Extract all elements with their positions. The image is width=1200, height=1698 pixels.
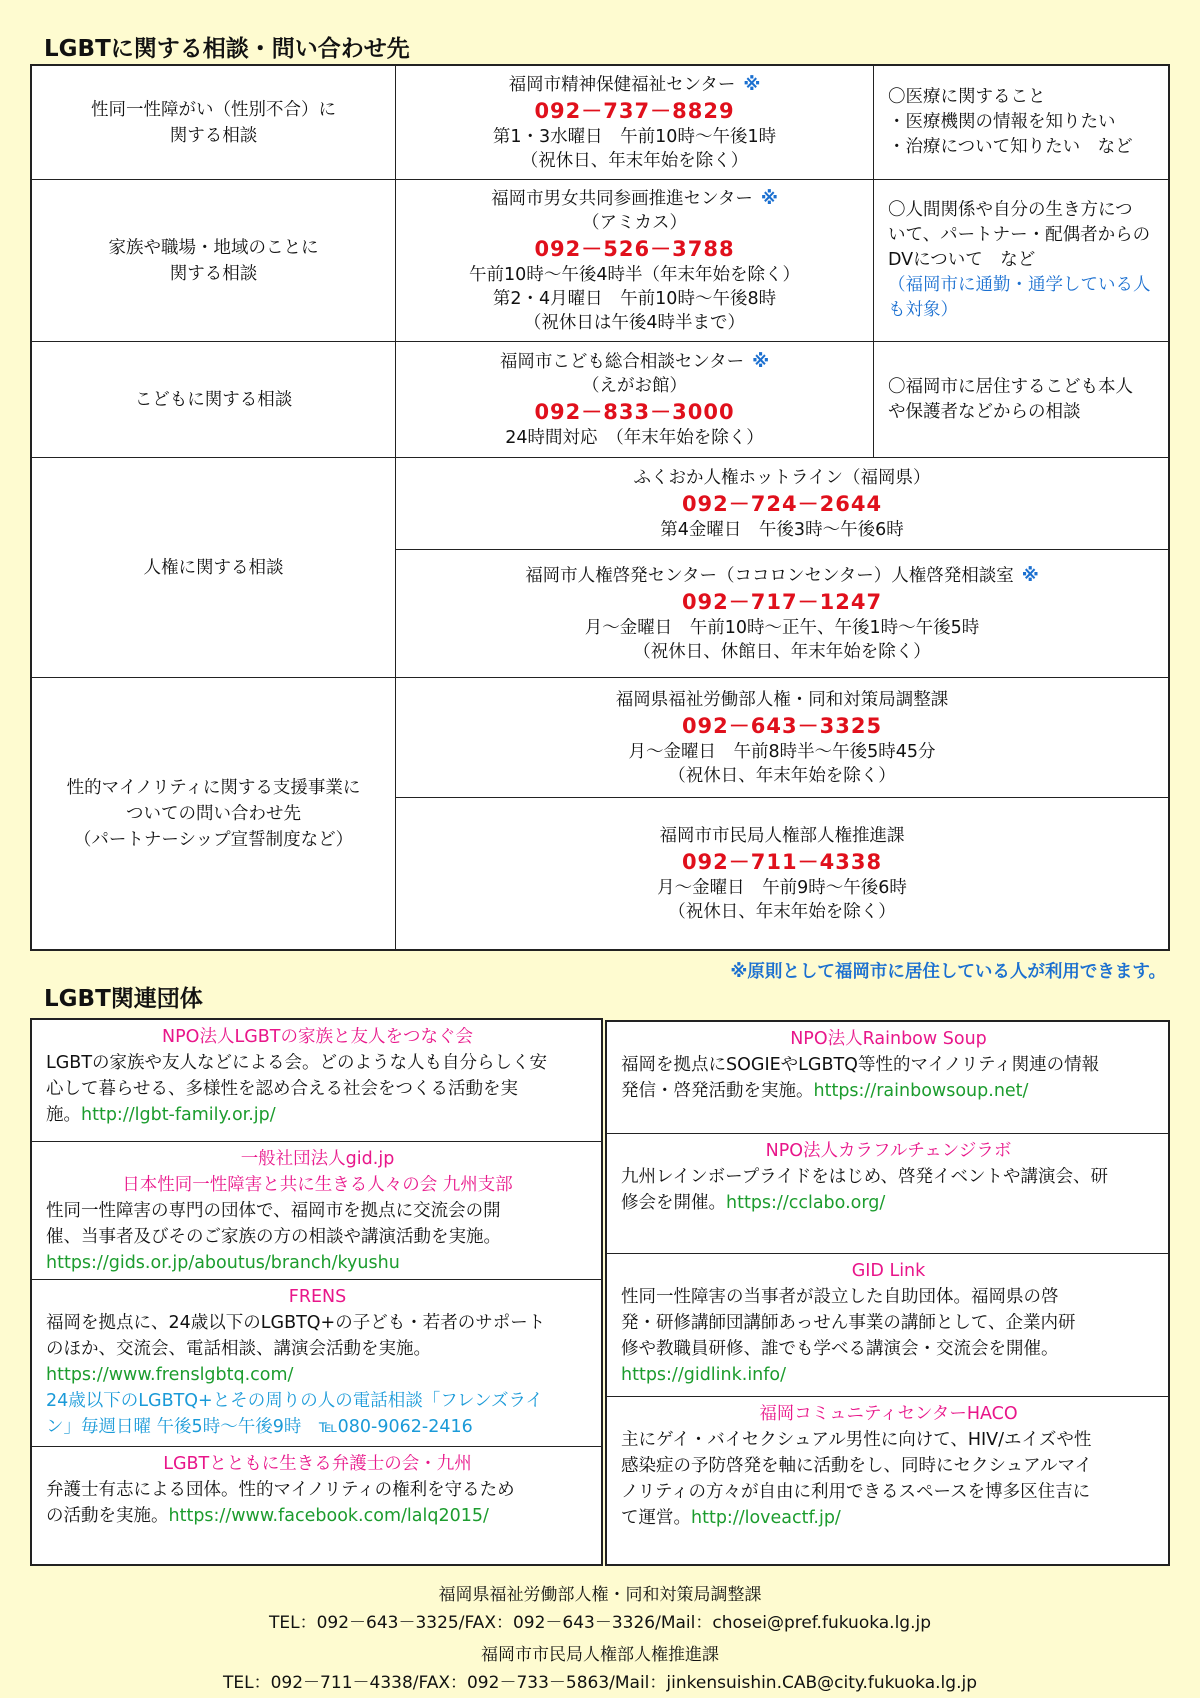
phone-number[interactable]: 092－526－3788 (534, 236, 735, 261)
phone-number[interactable]: 092－833－3000 (534, 399, 735, 424)
table-row (32, 458, 1168, 678)
org-description: 発信・啓発活動を実施。 (621, 1081, 814, 1101)
center-name: ふくおか人権ホットライン（福岡県） (633, 467, 931, 488)
org-card (607, 1134, 1168, 1254)
org-name: NPO法人カラフルチェンジラボ (765, 1141, 1012, 1161)
center-subname: （アミカス） (582, 212, 687, 233)
org-column-right (605, 1020, 1170, 1566)
category-cell (32, 678, 396, 949)
consult-table (30, 64, 1170, 951)
category-cell (32, 458, 396, 677)
phone-number[interactable]: 092－724－2644 (681, 491, 883, 516)
description-text: ・医療機関の情報を知りたい (888, 112, 1116, 132)
table-row (32, 342, 1168, 458)
contact-cell (396, 678, 1168, 798)
note-mark: ※ (743, 74, 761, 95)
org-card (607, 1397, 1168, 1564)
org-card (607, 1254, 1168, 1397)
org-url-link[interactable]: http://lgbt-family.or.jp/ (81, 1105, 276, 1125)
org-card (32, 1447, 601, 1564)
org-description: ノリティの方々が自由に利用できるスペースを博多区住吉に (621, 1482, 1091, 1502)
description-text: や保護者などからの相談 (888, 401, 1081, 422)
org-description: 性同一性障害の当事者が設立した自助団体。福岡県の啓 (621, 1287, 1059, 1307)
hours-text: （祝休日は午後4時半まで） (523, 312, 746, 333)
table-row (32, 66, 1168, 180)
org-card (32, 1142, 601, 1280)
org-column-left (30, 1018, 603, 1566)
hours-text: 午前10時～午後4時半（年末年始を除く） (469, 264, 800, 285)
hours-text: 第1・3水曜日 午前10時～午後1時 (492, 126, 777, 147)
org-description: の活動を実施。 (46, 1506, 169, 1526)
org-url-link[interactable]: https://gidlink.info/ (621, 1365, 787, 1385)
org-name: NPO法人Rainbow Soup (790, 1029, 987, 1049)
org-description: 感染症の予防啓発を軸に活動をし、同時にセクシュアルマイ (621, 1456, 1093, 1476)
center-name: 福岡市精神保健福祉センター (508, 74, 736, 95)
hours-text: （祝休日、年末年始を除く） (668, 765, 896, 786)
phone-number[interactable]: 092－737－8829 (534, 98, 735, 123)
org-name: FRENS (288, 1287, 347, 1307)
org-name: LGBTとともに生きる弁護士の会・九州 (163, 1454, 472, 1474)
description-cell (874, 342, 1168, 457)
center-name: 福岡市市民局人権部人権推進課 (659, 825, 905, 846)
org-description: 福岡を拠点にSOGIEやLGBTQ等性的マイノリティ関連の情報 (621, 1055, 1100, 1075)
org-description: て運営。 (621, 1508, 691, 1528)
org-description: 修や教職員研修、誰でも学べる講演会・交流会を開催。 (621, 1339, 1059, 1359)
phone-line-info: 24歳以下のLGBTQ+とその周りの人の電話相談「フレンズライ (46, 1391, 544, 1411)
note-mark: ※ (1021, 566, 1039, 586)
hours-text: （祝休日、年末年始を除く） (668, 901, 896, 922)
org-name: GID Link (851, 1261, 926, 1281)
category-cell (32, 66, 396, 179)
org-description: 催、当事者及びそのご家族の方の相談や講演活動を実施。 (46, 1227, 501, 1247)
footer-contact-2[interactable]: TEL：092－711－4338/FAX：092－733－5863/Mail：jinkensuishin.CAB@city.fukuoka.lg.jp (223, 1673, 977, 1693)
description-cell (874, 180, 1168, 341)
org-description: 心して暮らせる、多様性を認め合える社会をつくる活動を実 (46, 1079, 518, 1099)
hours-text: 月～金曜日 午前9時～午後6時 (657, 877, 907, 898)
center-name: 福岡市男女共同参画推進センター (491, 188, 753, 209)
org-description: 性同一性障害の専門の団体で、福岡市を拠点に交流会の開 (46, 1201, 501, 1221)
description-text: ・治療について知りたい など (888, 137, 1133, 157)
hours-text: 24時間対応 （年末年始を除く） (505, 427, 764, 448)
hours-text: 月～金曜日 午前8時半～午後5時45分 (628, 741, 936, 762)
category-label: 性的マイノリティに関する支援事業に ついての問い合わせ先 （パートナーシップ宣誓制度など） (66, 777, 361, 850)
org-description: LGBTの家族や友人などによる会。どのような人も自分らしく安 (46, 1053, 548, 1073)
phone-number[interactable]: 092－717－1247 (681, 590, 883, 614)
category-cell (32, 180, 396, 341)
org-description: 発・研修講師団講師あっせん事業の講師として、企業内研 (621, 1313, 1076, 1333)
org-description: 施。 (46, 1105, 81, 1125)
org-name: 日本性同一性障害と共に生きる人々の会 九州支部 (122, 1175, 513, 1195)
phone-line-info: ン」毎週日曜 午後5時～午後9時 ℡080-9062-2416 (46, 1417, 473, 1437)
hours-text: 月～金曜日 午前10時～正午、午後1時～午後5時 (584, 618, 980, 638)
org-card (32, 1280, 601, 1447)
org-description: 修会を開催。 (621, 1193, 726, 1213)
org-card (32, 1020, 601, 1142)
description-note: も対象） (888, 300, 958, 320)
center-name: 福岡市人権啓発センター（ココロンセンター）人権啓発相談室 (525, 566, 1014, 586)
hours-text: 第2・4月曜日 午前10時～午後8時 (492, 288, 777, 309)
note-mark: ※ (760, 188, 778, 209)
org-url-link[interactable]: https://www.frenslgbtq.com/ (46, 1365, 294, 1385)
contact-cell (396, 458, 1168, 550)
org-name: NPO法人LGBTの家族と友人をつなぐ会 (162, 1027, 473, 1047)
footer-org-2: 福岡市市民局人権部人権推進課 (481, 1645, 719, 1665)
hours-text: （祝休日、年末年始を除く） (520, 150, 749, 171)
description-text: 〇人間関係や自分の生き方につ (888, 200, 1133, 220)
category-cell (32, 342, 396, 457)
org-url-link[interactable]: https://rainbowsoup.net/ (813, 1081, 1029, 1101)
phone-number[interactable]: 092－711－4338 (681, 849, 883, 874)
center-subname: （えがお館） (582, 375, 687, 396)
description-text: いて、パートナー・配偶者からの (888, 225, 1151, 245)
org-description: 福岡を拠点に、24歳以下のLGBTQ+の子ども・若者のサポート (46, 1313, 546, 1333)
hours-text: 第4金曜日 午後3時～午後6時 (660, 519, 904, 540)
org-name: 一般社団法人gid.jp (240, 1149, 395, 1169)
category-label: 性同一性障がい（性別不合）に 関する相談 (91, 99, 336, 146)
phone-number[interactable]: 092－643－3325 (681, 713, 883, 738)
category-label: 家族や職場・地域のことに 関する相談 (108, 237, 319, 284)
table-row (32, 180, 1168, 342)
org-url-link[interactable]: http://loveactf.jp/ (691, 1508, 841, 1528)
section-title-orgs: LGBT関連団体 (44, 986, 203, 1012)
description-text: 〇福岡市に居住するこども本人 (888, 376, 1133, 397)
section-title-consult: LGBTに関する相談・問い合わせ先 (44, 36, 410, 62)
contact-cell (396, 342, 874, 457)
contact-cell (396, 798, 1168, 949)
eligibility-note: ※原則として福岡市に居住している人が利用できます。 (730, 962, 1166, 982)
org-name: 福岡コミュニティセンターHACO (759, 1404, 1018, 1424)
note-mark: ※ (752, 351, 770, 372)
description-cell (874, 66, 1168, 179)
contact-cell (396, 66, 874, 179)
org-url-link[interactable]: https://cclabo.org/ (726, 1193, 886, 1213)
contact-cell (396, 180, 874, 341)
org-description: 主にゲイ・バイセクシュアル男性に向けて、HIV/エイズや性 (621, 1430, 1092, 1450)
center-name: 福岡県福祉労働部人権・同和対策局調整課 (615, 689, 949, 710)
org-description: 九州レインボープライドをはじめ、啓発イベントや講演会、研 (621, 1167, 1109, 1187)
org-description: 弁護士有志による団体。性的マイノリティの権利を守るため (46, 1480, 515, 1500)
footer-org-1: 福岡県福祉労働部人権・同和対策局調整課 (438, 1585, 762, 1605)
hours-text: （祝休日、休館日、年末年始を除く） (633, 642, 931, 662)
org-url-link[interactable]: https://gids.or.jp/aboutus/branch/kyushu (46, 1253, 400, 1273)
category-label: こどもに関する相談 (134, 389, 293, 410)
org-url-link[interactable]: https://www.facebook.com/lalq2015/ (168, 1506, 489, 1526)
description-text: DVについて など (888, 250, 1036, 270)
table-row (32, 678, 1168, 949)
org-description: のほか、交流会、電話相談、講演会活動を実施。 (46, 1339, 431, 1359)
org-card (607, 1022, 1168, 1134)
footer-contact-1[interactable]: TEL：092－643－3325/FAX：092－643－3326/Mail：chosei@pref.fukuoka.lg.jp (268, 1613, 932, 1633)
contact-cell (396, 550, 1168, 678)
category-label: 人権に関する相談 (143, 557, 284, 578)
center-name: 福岡市こども総合相談センター (499, 351, 745, 372)
description-note: （福岡市に通勤・通学している人 (888, 275, 1151, 295)
description-text: 〇医療に関すること (888, 87, 1046, 107)
